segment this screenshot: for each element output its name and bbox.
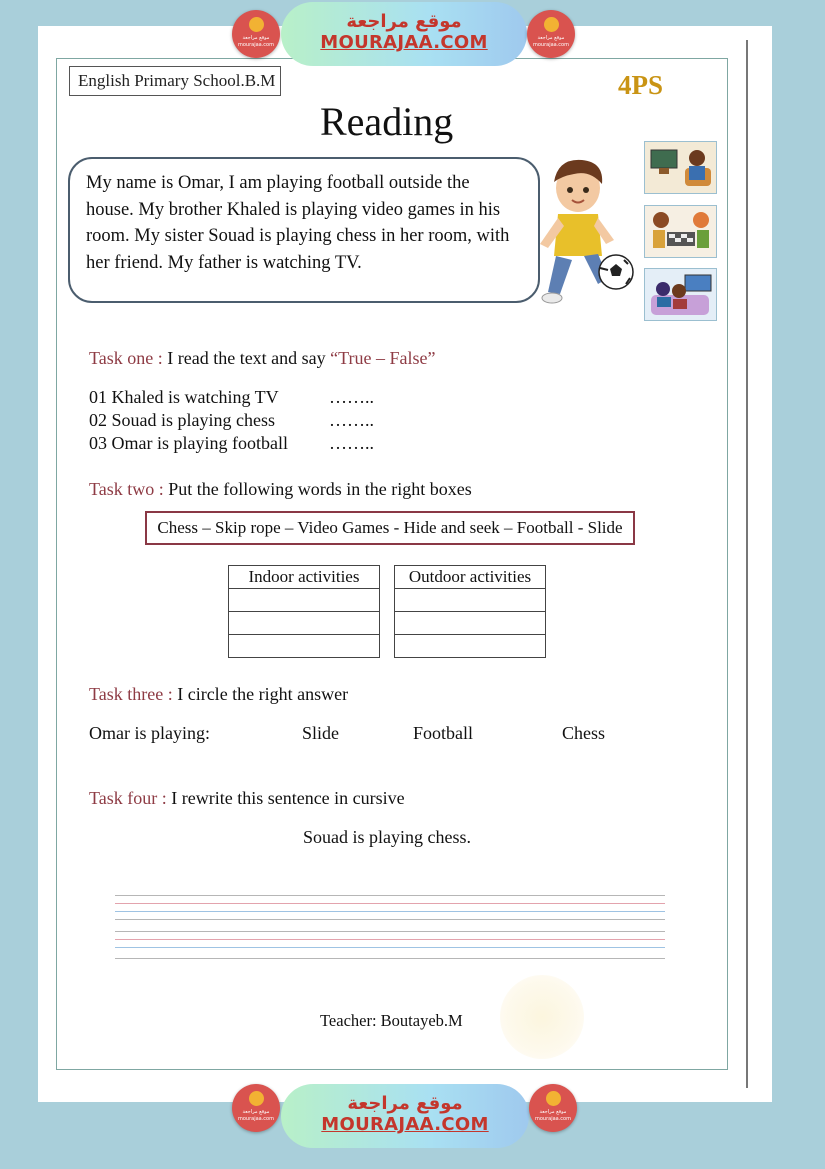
word-bank: Chess – Skip rope – Video Games - Hide and seek – Football - Slide bbox=[145, 511, 635, 545]
indoor-activities-table bbox=[228, 565, 380, 658]
writing-line bbox=[115, 895, 665, 896]
answer-blank-1[interactable]: …….. bbox=[329, 387, 374, 407]
option-slide[interactable]: Slide bbox=[302, 723, 340, 743]
option-chess[interactable]: Chess bbox=[562, 723, 606, 743]
task-three-label: Task three : bbox=[89, 684, 173, 704]
chess-playing-image bbox=[644, 205, 717, 258]
passage-line: house. My brother Khaled is playing video games in his bbox=[86, 200, 501, 220]
indoor-answer-cell[interactable] bbox=[229, 612, 380, 635]
statement-3: 03 Omar is playing football bbox=[89, 433, 288, 453]
writing-line bbox=[115, 939, 665, 940]
school-name: English Primary School.B.M bbox=[69, 66, 281, 96]
task-one-label: Task one : bbox=[89, 348, 163, 368]
class-level: 4PS bbox=[618, 70, 664, 100]
passage-line: her friend. My father is watching TV. bbox=[86, 253, 362, 273]
boy-football-illustration bbox=[518, 152, 640, 308]
page-edge-line bbox=[746, 40, 748, 1088]
video-games-image bbox=[644, 268, 717, 321]
passage-line: room. My sister Souad is playing chess in her room, with bbox=[86, 226, 510, 246]
page-title: Reading bbox=[320, 99, 454, 144]
answer-blank-2[interactable]: …….. bbox=[329, 410, 374, 430]
task-one-instruction: I read the text and say bbox=[162, 348, 331, 368]
task-one-heading bbox=[89, 348, 436, 369]
watermark-site: MOURAJAA.COM bbox=[320, 32, 488, 53]
task-two-heading bbox=[89, 479, 472, 500]
watermark-arabic: موقع مراجعة bbox=[346, 11, 462, 32]
outdoor-answer-cell[interactable] bbox=[395, 589, 546, 612]
task-one-choices: “True – False” bbox=[330, 348, 436, 368]
site-logo-icon: موقع مراجعة mourajaa.com bbox=[527, 10, 575, 58]
writing-line bbox=[115, 903, 665, 904]
watermark-badge-top[interactable] bbox=[281, 2, 527, 66]
watermark-badge-bottom[interactable] bbox=[281, 1084, 529, 1148]
task-three-heading bbox=[89, 684, 348, 705]
statement-2: 02 Souad is playing chess bbox=[89, 410, 275, 430]
indoor-activities-header: Indoor activities bbox=[229, 566, 380, 589]
task-four-heading bbox=[89, 788, 405, 809]
watermark-arabic: موقع مراجعة bbox=[347, 1093, 463, 1114]
site-logo-icon: موقع مراجعة mourajaa.com bbox=[529, 1084, 577, 1132]
writing-line bbox=[115, 947, 665, 948]
task-four-label: Task four : bbox=[89, 788, 167, 808]
outdoor-answer-cell[interactable] bbox=[395, 612, 546, 635]
site-logo-icon: موقع مراجعة mourajaa.com bbox=[232, 10, 280, 58]
writing-line bbox=[115, 931, 665, 932]
writing-line bbox=[115, 911, 665, 912]
task-two-label: Task two : bbox=[89, 479, 164, 499]
outdoor-activities-header: Outdoor activities bbox=[395, 566, 546, 589]
statement-1: 01 Khaled is watching TV bbox=[89, 387, 279, 407]
task-four-instruction: I rewrite this sentence in cursive bbox=[166, 788, 405, 808]
teacher-name: Teacher: Boutayeb.M bbox=[320, 1011, 463, 1030]
task-two-instruction: Put the following words in the right boxes bbox=[163, 479, 472, 499]
writing-line bbox=[115, 919, 665, 920]
indoor-answer-cell[interactable] bbox=[229, 589, 380, 612]
tv-watching-image bbox=[644, 141, 717, 194]
task-three-prompt: Omar is playing: bbox=[89, 723, 210, 743]
faint-stamp bbox=[500, 975, 584, 1059]
answer-blank-3[interactable]: …….. bbox=[329, 433, 374, 453]
writing-line bbox=[115, 958, 665, 959]
cursive-sentence: Souad is playing chess. bbox=[303, 827, 471, 847]
site-logo-icon: موقع مراجعة mourajaa.com bbox=[232, 1084, 280, 1132]
indoor-answer-cell[interactable] bbox=[229, 635, 380, 658]
outdoor-answer-cell[interactable] bbox=[395, 635, 546, 658]
watermark-site: MOURAJAA.COM bbox=[321, 1114, 489, 1135]
passage-line: My name is Omar, I am playing football outside the bbox=[86, 173, 470, 193]
option-football[interactable]: Football bbox=[413, 723, 474, 743]
task-three-instruction: I circle the right answer bbox=[172, 684, 349, 704]
outdoor-activities-table bbox=[394, 565, 546, 658]
